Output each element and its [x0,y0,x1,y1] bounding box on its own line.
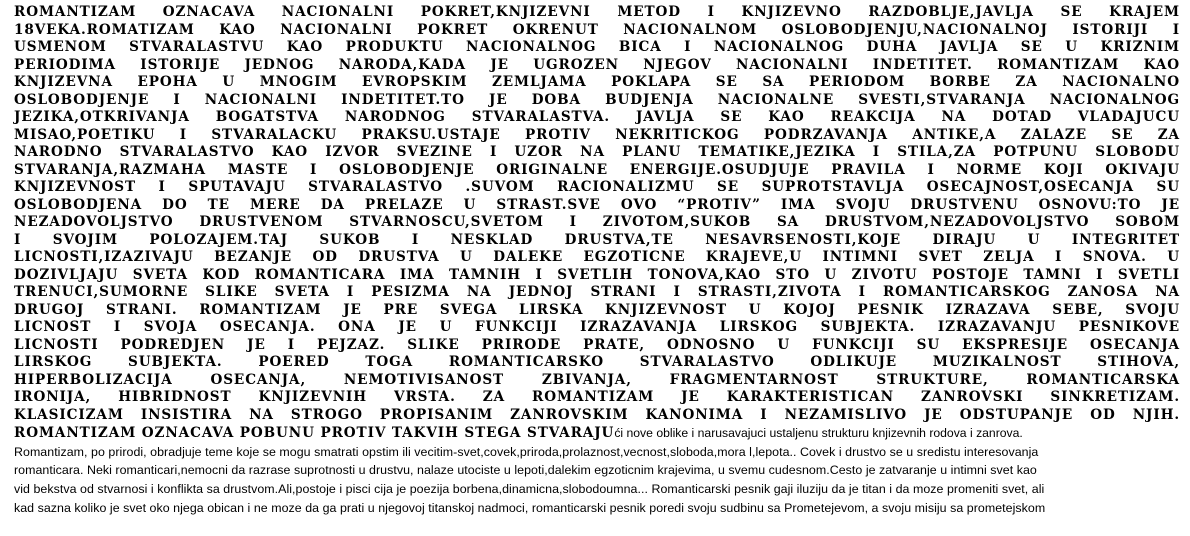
mixed-line-bold: ROMANTIZAM OZNACAVA POBUNU PROTIV TAKVIH STEGA STVARAJU [14,425,615,441]
regular-text-line: romanticara. Neki romanticari,nemocni da razrase suprotnosti u drustvu, nalaze utociste u lepoti,dalekim egzoticnim krajevima, u svemu cudesnom.Cesto je zatvaranje u intimni svet kao [14,463,1037,478]
bold-text-line: LIRSKOG SUBJEKTA. POERED TOGA ROMANTICARSKO STVARALASTVO ODLIKUJE MUZIKALNOST STIHOVA, [14,354,1180,370]
bold-text-line: ROMANTIZAM OZNACAVA NACIONALNI POKRET,KNJIZEVNI METOD I KNJIZEVNO RAZDOBLJE,JAVLJA SE KRAJEM [14,4,1180,20]
regular-text-line: vid bekstva od stvarnosi i konflikta sa drustvom.Ali,postoje i pisci cija je poezija borbena,dinamicna,slobodoumna... Romanticarski pesnik gaji iluziju da je titan i da moze promeniti svet, ali [14,481,1045,496]
bold-text-line: PERIODIMA ISTORIJE JEDNOG NARODA,KADA JE UGROZEN NJEGOV NACIONALNI INDETITET. ROMANTIZAM KAO [14,56,1180,73]
bold-text-line: NEZADOVOLJSTVO DRUSTVENOM STVARNOSCU,SVETOM I ZIVOTOM,SUKOB SA DRUSTVOM,NEZADOVOLJSTVO SOBOM [14,214,1180,230]
bold-text-line: IRONIJA, HIBRIDNOST KNJIZEVNIH VRSTA. ZA ROMANTIZAM JE KARAKTERISTICAN ZANROVSKI SINKRETIZAM. [14,389,1180,405]
bold-text-line: KNJIZEVNOST I SPUTAVAJU STVARALASTVO .SUVOM RACIONALIZMU SE SUPROTSTAVLJA OSECAJNOST,OSECANJA SU [14,179,1180,195]
bold-text-line: KLASICIZAM INSISTIRA NA STROGO PROPISANIM ZANROVSKIM KANONIMA I NEZAMISLIVO JE ODSTUPANJE OD NJIH. [14,406,1180,423]
bold-text-line: DOZIVLJAJU SVETA KOD ROMANTICARA IMA TAMNIH I SVETLIH TONOVA,KAO STO U ZIVOTU POSTOJE TAMNI I SVETLI [14,266,1180,283]
bold-paragraph [14,4,1180,424]
bold-text-line: LICNOSTI,IZAZIVAJU BEZANJE OD DRUSTVA U DALEKE EGZOTICNE KRAJEVE,U INTIMNI SVET ZELJA I SNOVA. U [14,249,1180,265]
mixed-line-regular: ći nove oblike i narusavajuci ustaljenu strukturu knjizevnih rodova i zanrova. [614,426,1023,440]
bold-text-line: OSLOBODJENJE I NACIONALNI INDETITET.TO JE DOBA BUDJENJA NACIONALNE SVESTI,STVARANJA NACIONALNOG [14,91,1180,108]
bold-text-line: MISAO,POETIKU I STVARALACKU PRAKSU.USTAJE PROTIV NEKRITICKOG PODRZAVANJA ANTIKE,A ZALAZE SE ZA [14,126,1180,143]
bold-text-line: LICNOSTI PODREDJEN JE I PEJZAZ. SLIKE PRIRODE PRATE, ODNOSNO U FUNKCIJI SU EKSPRESIJE OSECANJA [14,336,1180,353]
bold-text-line: HIPERBOLIZACIJA OSECANJA, NEMOTIVISANOST ZBIVANJA, FRAGMENTARNOST STRUKTURE, ROMANTICARSKA [14,371,1180,388]
regular-text-line: Romantizam, po prirodi, obradjuje teme koje se mogu smatrati opstim ili vecitim-svet,covek,priroda,prolaznost,vecnost,sloboda,mora l,lepota.. Covek i drustvo se u sredistu interesovanja [14,444,1039,459]
bold-text-line: TRENUCI,SUMORNE SLIKE SVETA I PESIZMA NA JEDNOJ STRANI I STRASTI,ZIVOTA I ROMANTICARSKOG ZANOSA NA [14,284,1180,300]
regular-text-line: kad sazna koliko je svet oko njega obican i ne moze da ga prati u njegovoj titanskoj nadmoci, romanticarski pesnik poredi svoju sudbinu sa Prometejevom, a svoju misiju sa prometejskom [14,500,1046,515]
bold-text-line: OSLOBODJENA DO TE MERE DA PRELAZE U STRAST.SVE OVO “PROTIV” IMA SVOJU DRUSTVENU OSNOVU:TO JE [14,196,1180,213]
bold-text-line: NARODNO STVARALASTVO KAO IZVOR SVEZINE I UZOR NA PLANU TEMATIKE,JEZIKA I STILA,ZA POTPUNU SLOBODU [14,144,1180,160]
bold-text-line: 18VEKA.ROMATIZAM KAO NACIONALNI POKRET OKRENUT NACIONALNOM OSLOBODJENJU,NACIONALNOJ ISTORIJI I [14,21,1180,38]
bold-text-line: STVARANJA,RAZMAHA MASTE I OSLOBODJENJE ORIGINALNE ENERGIJE.OSUDJUJE PRAVILA I NORME KOJI OKIVAJU [14,161,1180,178]
bold-text-line: USMENOM STVARALASTVU KAO PRODUKTU NACIONALNOG BICA I NACIONALNOG DUHA JAVLJA SE U KRIZNIM [14,39,1180,55]
bold-text-line: JEZIKA,OTKRIVANJA BOGATSTVA NARODNOG STVARALASTVA. JAVLJA SE KAO REAKCIJA NA DOTAD VLADAJUCU [14,109,1180,125]
regular-paragraph [14,443,1180,518]
bold-text-line: LICNOST I SVOJA OSECANJA. ONA JE U FUNKCIJI IZRAZAVANJA LIRSKOG SUBJEKTA. IZRAZAVANJU PESNIKOVE [14,319,1180,335]
document-page [14,4,1180,517]
bold-text-line: DRUGOJ STRANI. ROMANTIZAM JE PRE SVEGA LIRSKA KNJIZEVNOST U KOJOJ PESNIK IZRAZAVA SEBE, SVOJU [14,301,1180,318]
bold-text-line: KNJIZEVNA EPOHA U MNOGIM EVROPSKIM ZEMLJAMA POKLAPA SE SA PERIODOM BORBE ZA NACIONALNO [14,74,1180,90]
mixed-line [14,424,1180,443]
bold-text-line: I SVOJIM POLOZAJEM.TAJ SUKOB I NESKLAD DRUSTVA,TE NESAVRSENOSTI,KOJE DIRAJU U INTEGRITET [14,231,1180,248]
